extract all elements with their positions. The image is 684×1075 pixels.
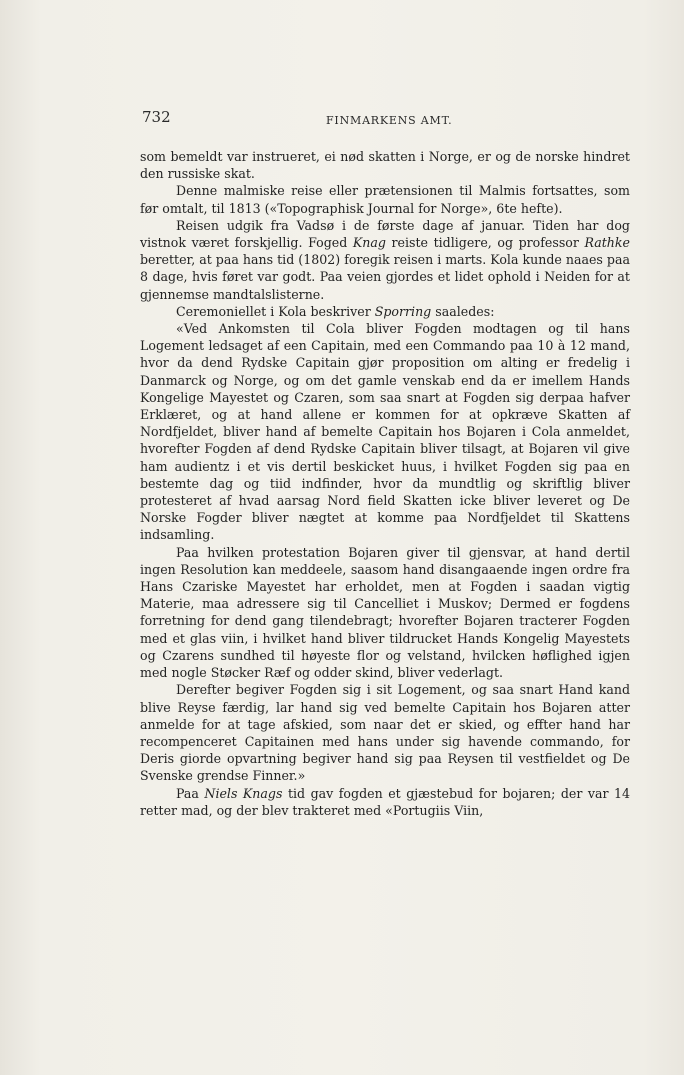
paragraph (140, 217, 630, 303)
text-run: Ceremoniellet i Kola beskriver (176, 303, 375, 319)
page-header (140, 108, 630, 132)
text-run: Paa (176, 785, 205, 801)
paragraph (140, 320, 630, 544)
paragraph (140, 182, 630, 216)
text-run: tid gav fogden et gjæstebud for bojaren; der var 14 retter mad, og der blev trakteret med «Portugiis Viin, (140, 785, 631, 818)
body-text (140, 148, 630, 819)
text-run: saaledes: (431, 303, 495, 319)
text-run: Denne malmiske reise eller prætensionen til Malmis fortsattes, som før omtalt, til 1813 («Topographisk Journal for Norge», 6te hefte). (140, 183, 630, 216)
italic-name: Knag (352, 235, 386, 251)
text-run: beretter, at paa hans tid (1802) foregik reisen i marts. Kola kunde naaes paa 8 dage, hvis føret var godt. Paa veien gjordes et lidet ophold i Neiden for at gjennemse mandtalslisterne. (140, 252, 630, 302)
text-run: reiste tidligere, og professor (385, 235, 585, 251)
paragraph (140, 148, 630, 182)
text-run: Paa hvilken protestation Bojaren giver til gjensvar, at hand dertil ingen Resolution kan meddeele, saasom hand disangaaende ingen ordre fra Hans Czariske Mayestet har erholdet, men at Fogden i saadan vigtig Materie, maa adressere sig til Cancelliet i Muskov; Dermed er fogdens forretning for dend gang tilendebragt; hvorefter Bojaren tracterer Fogden med et glas viin, i hvilket hand bliver tildrucket Hands Kongelig Mayestets og Czarens sundhed til høyeste flor og velstand, hvilcken høflighed igjen med nogle Støcker Ræf og odder skind, bliver vederlagt. (140, 544, 630, 681)
paragraph (140, 681, 630, 784)
italic-name: Niels Knags (204, 785, 283, 801)
text-run: «Ved Ankomsten til Cola bliver Fogden modtagen og til hans Logement ledsaget af een Capitain, med een Commando paa 10 à 12 mand, hvor da dend Rydske Capitain gjør proposition om alting er fredelig i Danmarck og Norge, og om det gamle venskab end da er imellem Hands Kongelige Mayestet og Czaren, som saa snart at Fogden sig derpaa hafver Erklæret, og at hand allene er kommen for at opkræve Skatten af Nordfjeldet, bliver hand af bemelte Capitain hos Bojaren i Cola anmeldet, hvorefter Fogden af dend Rydske Capitain bliver tilsagt, at Bojaren vil give ham audientz i et vis dertil beskicket huus, i hvilket Fogden sig paa en bestemte dag og tiid indfinder, hvor da mundtlig og skriftlig bliver protesteret af hvad aarsag Nord field Skatten icke bliver leveret og De Norske Fogder bliver nægtet at komme paa Nordfjeldet til Skattens indsamling. (140, 321, 630, 543)
text-run: Reisen udgik fra Vadsø i de første dage af januar. Tiden har dog vistnok været forskjellig. Foged (140, 217, 630, 251)
paragraph (140, 785, 630, 819)
paragraph (140, 303, 630, 320)
text-run: Derefter begiver Fogden sig i sit Logement, og saa snart Hand kand blive Reyse færdig, lar hand sig ved bemelte Capitain hos Bojaren atter anmelde for at tage afskied, som naar det er skied, og effter hand har recompenceret Capitainen med hans under sig havende commando, for Deris giorde opvartning begiver hand sig paa Reysen til vestfieldet og De Svenske grendse Finner.» (140, 682, 630, 784)
text-run: som bemeldt var instrueret, ei nød skatten i Norge, er og de norske hindret den russiske skat. (140, 149, 630, 182)
page-number: 732 (142, 108, 171, 126)
running-head: FINMARKENS AMT. (326, 114, 453, 127)
paragraph (140, 544, 630, 682)
italic-name: Sporring (374, 303, 432, 319)
italic-name: Rathke (584, 235, 631, 251)
